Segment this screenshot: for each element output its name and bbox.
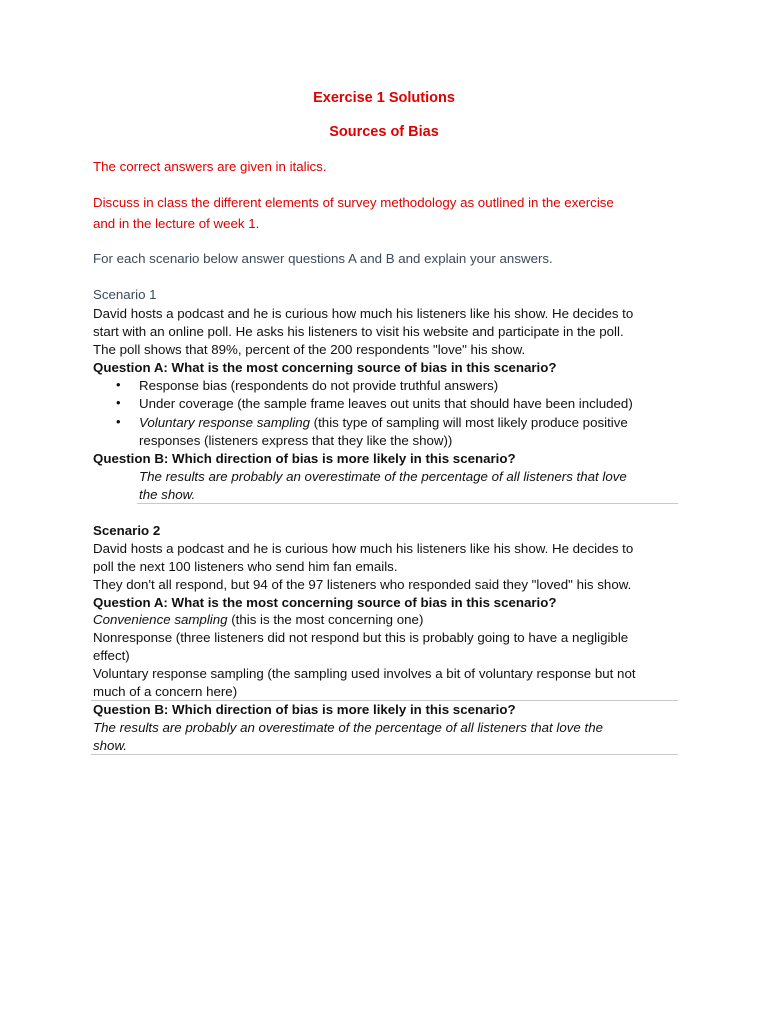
- scenario-2-text-line: David hosts a podcast and he is curious how much his listeners like his show. He decides to: [93, 541, 634, 556]
- scenario-2-question-b: Question B: Which direction of bias is more likely in this scenario?: [93, 702, 516, 717]
- scenario-1-text-line: start with an online poll. He asks his listeners to visit his website and participate in the poll.: [93, 324, 624, 339]
- scenario-1-heading: Scenario 1: [93, 287, 157, 302]
- scenario-2-text-line: They don't all respond, but 94 of the 97 listeners who responded said they "loved" his show.: [93, 577, 632, 592]
- page-subtitle: Sources of Bias: [329, 124, 439, 140]
- scenario-2-heading: Scenario 2: [93, 523, 161, 538]
- scenario-2-answer-b-line-2: show.: [93, 738, 128, 753]
- option-convenience-italic: Convenience sampling: [93, 612, 228, 627]
- page-title: Exercise 1 Solutions: [313, 90, 455, 106]
- option-voluntary-line-2: much of a concern here): [93, 684, 238, 699]
- bullet-icon: •: [116, 395, 121, 410]
- option-nonresponse-line-2: effect): [93, 648, 130, 663]
- scenario-2-answer-b-line-1: The results are probably an overestimate of the percentage of all listeners that love the: [93, 720, 604, 735]
- option-voluntary-rest: (this type of sampling will most likely produce positive: [309, 415, 628, 430]
- instruction-text: For each scenario below answer questions A and B and explain your answers.: [93, 251, 553, 266]
- option-under-coverage: Under coverage (the sample frame leaves out units that should have been included): [139, 396, 633, 411]
- bullet-icon: •: [116, 377, 121, 392]
- discuss-line-2: and in the lecture of week 1.: [93, 216, 260, 231]
- divider: [137, 503, 678, 504]
- discuss-line-1: Discuss in class the different elements of survey methodology as outlined in the exercise: [93, 195, 614, 210]
- option-voluntary-italic: Voluntary response sampling: [139, 415, 310, 430]
- scenario-1-text-line: David hosts a podcast and he is curious how much his listeners like his show. He decides to: [93, 306, 634, 321]
- scenario-1-question-a: Question A: What is the most concerning source of bias in this scenario?: [93, 360, 557, 375]
- scenario-1-answer-b-line-2: the show.: [139, 487, 196, 502]
- option-voluntary-continued: responses (listeners express that they like the show)): [139, 433, 453, 448]
- italics-note: The correct answers are given in italics.: [93, 159, 327, 174]
- scenario-2-question-a: Question A: What is the most concerning source of bias in this scenario?: [93, 595, 557, 610]
- option-response-bias: Response bias (respondents do not provide truthful answers): [139, 378, 499, 393]
- scenario-1-text-line: The poll shows that 89%, percent of the 200 respondents "love" his show.: [93, 342, 526, 357]
- option-convenience-rest: (this is the most concerning one): [227, 612, 424, 627]
- scenario-2-text-line: poll the next 100 listeners who send him fan emails.: [93, 559, 398, 574]
- option-convenience: [93, 611, 423, 629]
- option-voluntary-response: [139, 414, 628, 432]
- option-voluntary-line-1: Voluntary response sampling (the sampling used involves a bit of voluntary response but not: [93, 666, 636, 681]
- scenario-1-answer-b-line-1: The results are probably an overestimate of the percentage of all listeners that love: [139, 469, 627, 484]
- option-nonresponse-line-1: Nonresponse (three listeners did not respond but this is probably going to have a negligible: [93, 630, 629, 645]
- divider: [91, 754, 678, 755]
- scenario-1-question-b: Question B: Which direction of bias is more likely in this scenario?: [93, 451, 516, 466]
- bullet-icon: •: [116, 414, 121, 429]
